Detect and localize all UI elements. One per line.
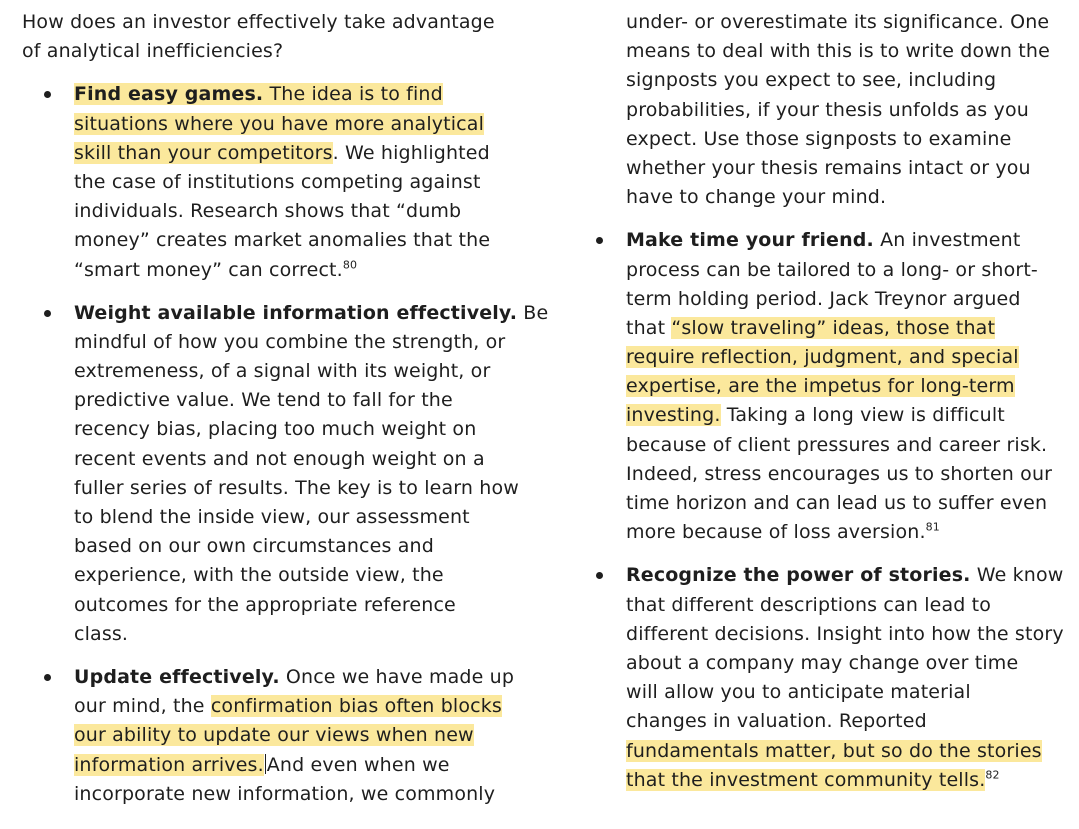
item-heading: Update effectively. [74, 665, 280, 688]
highlighted-text: “slow traveling” ideas, those that [671, 316, 996, 339]
body-text: our mind, the [74, 695, 205, 718]
body-line: changes in valuation. Reported [626, 710, 927, 733]
body-text: that [626, 316, 666, 339]
text-cursor [265, 754, 266, 774]
body-text: And even when we [266, 753, 450, 776]
item-heading: Make time your friend. [626, 229, 874, 252]
body-line: Indeed, stress encourages us to shorten our [626, 462, 1053, 485]
body-text: Once we have made up [285, 665, 515, 688]
body-line: under- or overestimate its significance. One [626, 11, 1050, 33]
bullet-item-make-time-your-friend [574, 226, 1064, 547]
highlighted-text: our ability to update our views when new [74, 724, 474, 747]
body-line: outcomes for the appropriate reference [74, 593, 456, 616]
body-line: process can be tailored to a long- or short- [626, 258, 1038, 281]
bullet-item-weight-information [22, 299, 549, 649]
body-line: to blend the inside view, our assessment [74, 506, 470, 528]
body-line: signposts you expect to see, including [626, 69, 997, 92]
body-text: “smart money” can correct. [74, 258, 343, 281]
item-heading: Find easy games. [74, 83, 264, 106]
body-line: means to deal with this is to write down the [626, 40, 1050, 63]
highlighted-text: expertise, are the impetus for long-term [626, 375, 1015, 398]
body-line: incorporate new information, we commonly [74, 782, 496, 805]
highlighted-text: fundamentals matter, but so do the stories [626, 739, 1042, 762]
highlighted-text: investing. [626, 404, 721, 427]
body-line: the case of institutions competing against [74, 170, 481, 193]
body-line: probabilities, if your thesis unfolds as you [626, 98, 1029, 121]
body-text: An investment [880, 229, 1021, 252]
left-column [22, 8, 549, 809]
body-line: time horizon and can lead us to suffer even [626, 492, 1048, 514]
bullet-icon [44, 674, 51, 681]
body-line: recency bias, placing too much weight on [74, 418, 477, 441]
highlighted-text: situations where you have more analytical [74, 112, 485, 135]
body-line: about a company may change over time [626, 651, 1019, 674]
bullet-item-power-of-stories [574, 561, 1064, 795]
footnote-ref: 80 [342, 258, 358, 272]
highlighted-text: require reflection, judgment, and special [626, 346, 1019, 369]
highlighted-text: information arrives. [74, 753, 264, 776]
highlighted-text: that the investment community tells. [626, 768, 986, 791]
body-line: mindful of how you combine the strength, or [74, 330, 506, 353]
body-text: Taking a long view is difficult [726, 404, 1005, 427]
body-line: experience, with the outside view, the [74, 564, 444, 587]
body-line: expect. Use those signposts to examine [626, 127, 1012, 150]
body-line: money” creates market anomalies that the [74, 229, 491, 252]
body-line: extremeness, of a signal with its weight, or [74, 360, 491, 383]
item-heading: Weight available information effectively. [74, 301, 518, 324]
body-line: class. [74, 622, 129, 645]
body-line: individuals. Research shows that “dumb [74, 200, 462, 223]
item-heading: Recognize the power of stories. [626, 564, 971, 587]
highlighted-text: confirmation bias often blocks [210, 695, 502, 718]
bullet-item-find-easy-games [22, 80, 522, 284]
footnote-ref: 81 [925, 520, 940, 534]
body-line: that different descriptions can lead to [626, 593, 992, 616]
body-line: based on our own circumstances and [74, 535, 434, 558]
body-line: predictive value. We tend to fall for the [74, 389, 453, 412]
intro-line: of analytical inefficiencies? [22, 40, 284, 63]
body-text: Be [523, 301, 549, 324]
highlighted-text: The idea is to find [269, 83, 443, 106]
right-column [574, 8, 1064, 795]
body-text: We know [976, 564, 1064, 587]
body-line: because of client pressures and career risk. [626, 433, 1048, 456]
body-line: have to change your mind. [626, 186, 887, 209]
body-line: recent events and not enough weight on a [74, 447, 485, 470]
intro-line: How does an investor effectively take advantage [22, 11, 495, 33]
highlighted-text: skill than your competitors [74, 141, 333, 164]
body-text: more because of loss aversion. [626, 521, 926, 544]
body-line: whether your thesis remains intact or you [626, 156, 1031, 179]
footnote-ref: 82 [985, 768, 1000, 782]
body-line: will allow you to anticipate material [626, 681, 971, 704]
bullet-icon [44, 310, 51, 317]
bullet-item-update-effectively [22, 663, 522, 809]
body-line: different decisions. Insight into how the story [626, 622, 1064, 645]
body-line: fuller series of results. The key is to learn how [74, 476, 519, 499]
body-line: term holding period. Jack Treynor argued [626, 287, 1021, 310]
body-text: . We highlighted [332, 141, 490, 164]
